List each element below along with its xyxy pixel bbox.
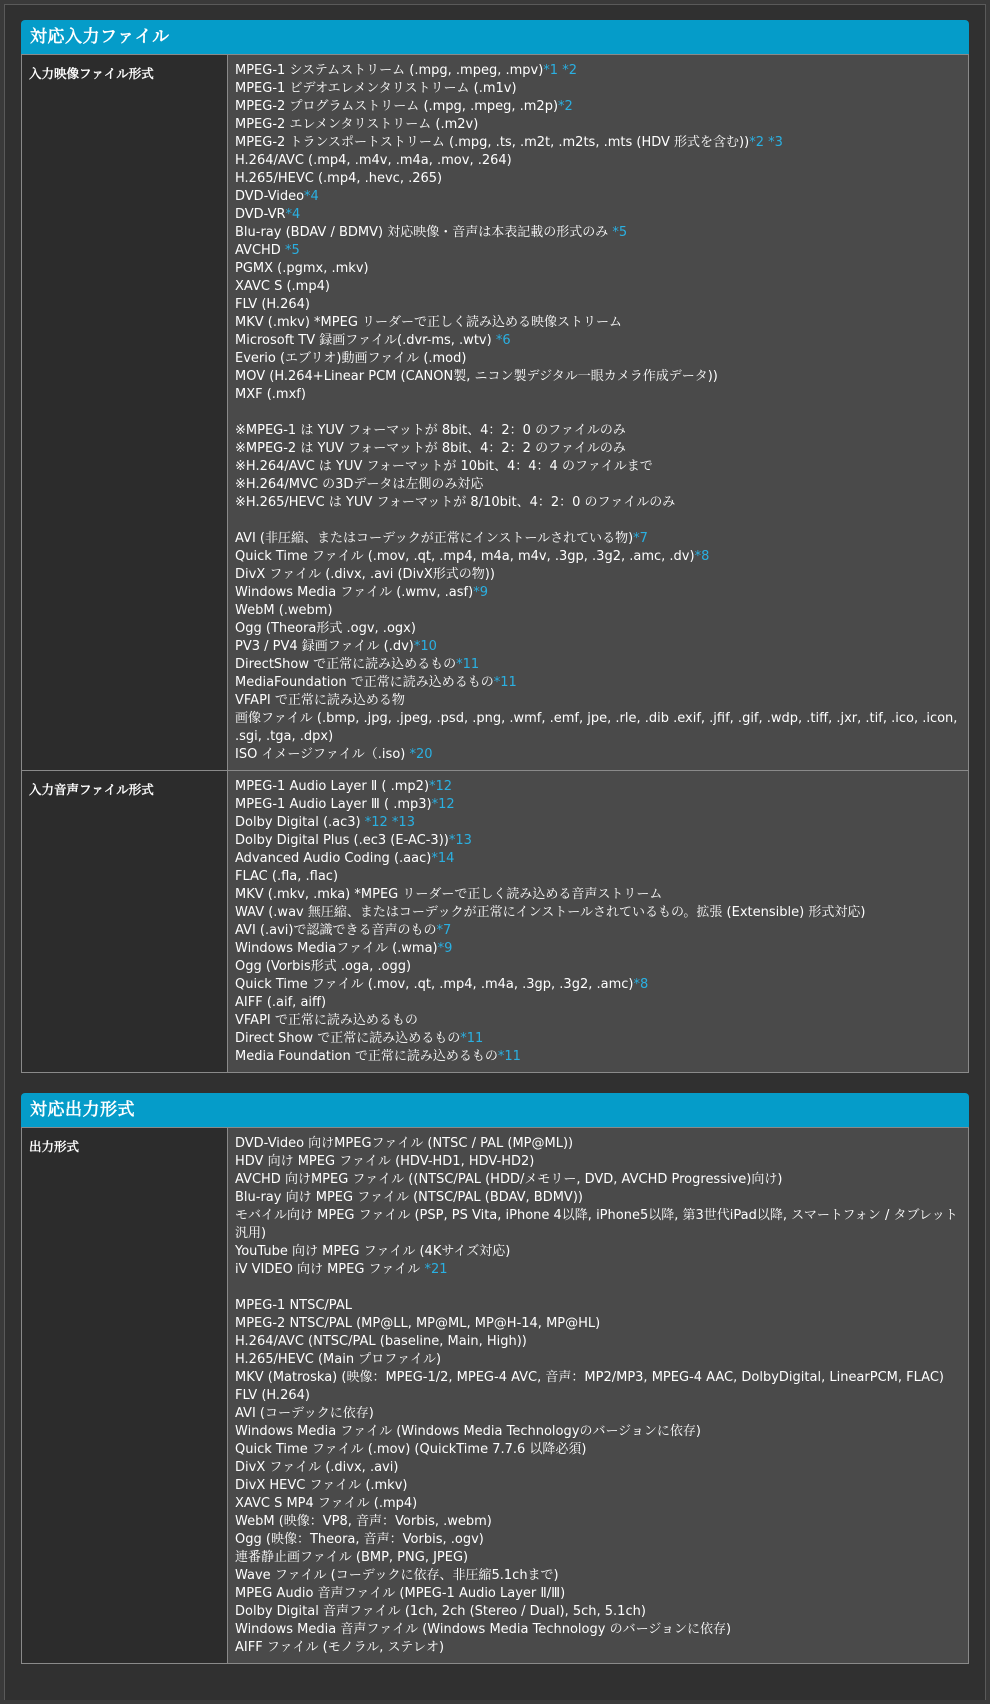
- format-line: [235, 530, 961, 548]
- format-line: [235, 814, 961, 832]
- format-line: [235, 692, 961, 710]
- footnote-ref: *5: [612, 225, 628, 240]
- format-text: MPEG-1 Audio Layer Ⅲ ( .mp3): [235, 797, 432, 812]
- footnote-ref: *11: [456, 657, 480, 672]
- format-text: Everio (エブリオ)動画ファイル (.mod): [235, 351, 467, 366]
- footnote-ref: *11: [497, 1049, 521, 1064]
- format-line: [235, 1405, 961, 1423]
- format-text: Direct Show で正常に読み込めるもの: [235, 1031, 461, 1046]
- format-text: Windows Media ファイル (.wmv, .asf): [235, 585, 474, 600]
- format-text: MOV (H.264+Linear PCM (CANON製, ニコン製デジタル一眼カメラ作成データ)): [235, 369, 718, 384]
- format-line: [235, 1048, 961, 1066]
- format-line: [235, 1171, 961, 1189]
- format-line: [235, 1315, 961, 1333]
- format-text: ※H.265/HEVC は YUV フォーマットが 8/10bit、4：2：0 のファイルのみ: [235, 495, 676, 510]
- format-text: Quick Time ファイル (.mov, .qt, .mp4, m4a, m4v, .3gp, .3g2, .amc, .dv): [235, 549, 695, 564]
- format-line: [235, 602, 961, 620]
- format-text: Windows Media 音声ファイル (Windows Media Technology のバージョンに依存): [235, 1622, 732, 1637]
- format-line: [235, 1369, 961, 1387]
- format-line: [235, 278, 961, 296]
- footnote-ref: *6: [495, 333, 511, 348]
- row-content: [228, 1128, 969, 1664]
- format-text: MPEG-1 Audio Layer Ⅱ ( .mp2): [235, 779, 430, 794]
- format-text: Quick Time ファイル (.mov) (QuickTime 7.7.6 以降必須): [235, 1442, 587, 1457]
- footnote-ref: *8: [633, 977, 649, 992]
- format-line: [235, 314, 961, 332]
- format-text: DirectShow で正常に読み込めるもの: [235, 657, 457, 672]
- format-text: MPEG-2 エレメンタリストリーム (.m2v): [235, 117, 479, 132]
- format-text: AIFF (.aif, aiff): [235, 995, 327, 1010]
- format-line: [235, 134, 961, 152]
- format-line: [235, 1297, 961, 1315]
- format-line: [235, 80, 961, 98]
- format-text: モバイル向け MPEG ファイル (PSP, PS Vita, iPhone 4以降, iPhone5以降, 第3世代iPad以降, スマートフォン / タブレット汎用): [235, 1208, 958, 1241]
- format-text: MPEG Audio 音声ファイル (MPEG-1 Audio Layer Ⅱ/Ⅲ): [235, 1586, 566, 1601]
- format-text: MPEG-2 プログラムストリーム (.mpg, .mpeg, .m2p): [235, 99, 559, 114]
- format-text: DivX HEVC ファイル (.mkv): [235, 1478, 408, 1493]
- format-line: [235, 224, 961, 242]
- format-line: [235, 940, 961, 958]
- format-line: [235, 1261, 961, 1279]
- footnote-ref: *5: [284, 243, 300, 258]
- format-text: H.264/AVC (.mp4, .m4v, .m4a, .mov, .264): [235, 153, 512, 168]
- format-text: MKV (.mkv, .mka) *MPEG リーダーで正しく読み込める音声ストリーム: [235, 887, 663, 902]
- footnote-ref: *20: [409, 747, 433, 762]
- format-line: [235, 1423, 961, 1441]
- format-line: [235, 638, 961, 656]
- format-line: [235, 994, 961, 1012]
- format-text: PGMX (.pgmx, .mkv): [235, 261, 369, 276]
- format-line: [235, 512, 961, 530]
- format-line: [235, 1189, 961, 1207]
- spec-table: [21, 54, 969, 1073]
- footnote-ref: *4: [285, 207, 301, 222]
- format-text: Windows Mediaファイル (.wma): [235, 941, 438, 956]
- format-line: [235, 1135, 961, 1153]
- format-line: [235, 368, 961, 386]
- format-line: [235, 1585, 961, 1603]
- footnote-ref: *9: [437, 941, 453, 956]
- format-line: [235, 1207, 961, 1243]
- format-text: HDV 向け MPEG ファイル (HDV-HD1, HDV-HD2): [235, 1154, 535, 1169]
- format-line: [235, 1549, 961, 1567]
- footnote-ref: *1 *2: [543, 63, 577, 78]
- footnote-ref: *11: [460, 1031, 484, 1046]
- format-line: [235, 1441, 961, 1459]
- format-line: [235, 778, 961, 796]
- format-text: Dolby Digital 音声ファイル (1ch, 2ch (Stereo / Dual), 5ch, 5.1ch): [235, 1604, 646, 1619]
- format-line: [235, 1459, 961, 1477]
- footnote-ref: *12: [431, 797, 455, 812]
- format-text: DVD-Video: [235, 189, 305, 204]
- format-line: [235, 1603, 961, 1621]
- format-text: DVD-Video 向けMPEGファイル (NTSC / PAL (MP@ML)): [235, 1136, 574, 1151]
- format-text: Media Foundation で正常に読み込めるもの: [235, 1049, 498, 1064]
- format-text: DivX ファイル (.divx, .avi): [235, 1460, 399, 1475]
- format-text: H.264/AVC (NTSC/PAL (baseline, Main, High)): [235, 1334, 527, 1349]
- format-line: [235, 620, 961, 638]
- format-line: [235, 904, 961, 922]
- format-line: [235, 746, 961, 764]
- format-text: Ogg (Vorbis形式 .oga, .ogg): [235, 959, 412, 974]
- table-row: [22, 55, 969, 771]
- format-line: [235, 1243, 961, 1261]
- format-line: [235, 152, 961, 170]
- format-text: VFAPI で正常に読み込める物: [235, 693, 405, 708]
- format-text: AVI (コーデックに依存): [235, 1406, 374, 1421]
- format-line: [235, 170, 961, 188]
- format-text: AVCHD 向けMPEG ファイル ((NTSC/PAL (HDD/メモリー, DVD, AVCHD Progressive)向け): [235, 1172, 783, 1187]
- format-line: [235, 1513, 961, 1531]
- format-line: [235, 584, 961, 602]
- format-text: Ogg (Theora形式 .ogv, .ogx): [235, 621, 416, 636]
- format-text: ※H.264/AVC は YUV フォーマットが 10bit、4：4：4 のファイルまで: [235, 459, 653, 474]
- format-text: H.265/HEVC (Main プロファイル): [235, 1352, 442, 1367]
- format-text: MPEG-2 NTSC/PAL (MP@LL, MP@ML, MP@H-14, MP@HL): [235, 1316, 601, 1331]
- row-label: 入力映像ファイル形式: [22, 55, 228, 771]
- format-text: Dolby Digital (.ac3): [235, 815, 365, 830]
- format-line: [235, 1012, 961, 1030]
- table-row: [22, 771, 969, 1073]
- format-text: ※MPEG-2 は YUV フォーマットが 8bit、4：2：2 のファイルのみ: [235, 441, 626, 456]
- format-text: WAV (.wav 無圧縮、またはコーデックが正常にインストールされているもの。拡張 (Extensible) 形式対応): [235, 905, 866, 920]
- format-text: PV3 / PV4 録画ファイル (.dv): [235, 639, 414, 654]
- format-line: [235, 188, 961, 206]
- format-line: [235, 404, 961, 422]
- format-line: [235, 1351, 961, 1369]
- table-row: [22, 1128, 969, 1664]
- format-text: Microsoft TV 録画ファイル(.dvr-ms, .wtv): [235, 333, 496, 348]
- row-content: [228, 55, 969, 771]
- format-text: WebM (映像：VP8, 音声：Vorbis, .webm): [235, 1514, 492, 1529]
- format-text: FLAC (.fla, .flac): [235, 869, 339, 884]
- format-text: XAVC S MP4 ファイル (.mp4): [235, 1496, 418, 1511]
- format-line: [235, 1153, 961, 1171]
- format-line: [235, 868, 961, 886]
- format-text: DivX ファイル (.divx, .avi (DivX形式の物)): [235, 567, 495, 582]
- footnote-ref: *21: [424, 1262, 448, 1277]
- format-text: AIFF ファイル (モノラル, ステレオ): [235, 1640, 445, 1655]
- format-text: 画像ファイル (.bmp, .jpg, .jpeg, .psd, .png, .wmf, .emf, jpe, .rle, .dib .exif, .jfif, .gif, .wdp, .tiff, .jxr, .tif, .ico, .icon, .sgi, .tga, .dpx): [235, 711, 958, 744]
- format-line: [235, 1279, 961, 1297]
- format-line: [235, 476, 961, 494]
- section-title: 対応入力ファイル: [21, 20, 969, 54]
- format-text: Quick Time ファイル (.mov, .qt, .mp4, .m4a, .3gp, .3g2, .amc): [235, 977, 634, 992]
- footnote-ref: *13: [448, 833, 472, 848]
- format-text: Advanced Audio Coding (.aac): [235, 851, 432, 866]
- footnote-ref: *9: [473, 585, 488, 600]
- footnote-ref: *8: [694, 549, 710, 564]
- format-line: [235, 440, 961, 458]
- footnote-ref: *7: [633, 531, 648, 546]
- format-text: MKV (Matroska) (映像：MPEG-1/2, MPEG-4 AVC, 音声：MP2/MP3, MPEG-4 AAC, DolbyDigital, LinearPCM, FLAC): [235, 1370, 944, 1385]
- format-text: MKV (.mkv) *MPEG リーダーで正しく読み込める映像ストリーム: [235, 315, 623, 330]
- format-line: [235, 1333, 961, 1351]
- format-line: [235, 976, 961, 994]
- format-text: MXF (.mxf): [235, 387, 306, 402]
- footnote-ref: *12 *13: [364, 815, 415, 830]
- format-text: FLV (H.264): [235, 297, 310, 312]
- format-text: VFAPI で正常に読み込めるもの: [235, 1013, 418, 1028]
- footnote-ref: *2 *3: [749, 135, 783, 150]
- format-text: FLV (H.264): [235, 1388, 310, 1403]
- format-text: Wave ファイル (コーデックに依存、非圧縮5.1chまで): [235, 1568, 559, 1583]
- format-line: [235, 710, 961, 746]
- format-line: [235, 98, 961, 116]
- footnote-ref: *2: [558, 99, 573, 114]
- format-line: [235, 206, 961, 224]
- format-text: MPEG-1 NTSC/PAL: [235, 1298, 352, 1313]
- row-content: [228, 771, 969, 1073]
- format-line: [235, 296, 961, 314]
- format-text: YouTube 向け MPEG ファイル (4Kサイズ対応): [235, 1244, 511, 1259]
- format-text: Dolby Digital Plus (.ec3 (E-AC-3)): [235, 833, 449, 848]
- format-text: MPEG-1 ビデオエレメンタリストリーム (.m1v): [235, 81, 517, 96]
- spec-page: [4, 4, 986, 1700]
- footnote-ref: *14: [431, 851, 455, 866]
- format-text: Ogg (映像：Theora, 音声：Vorbis, .ogv): [235, 1532, 484, 1547]
- format-line: [235, 458, 961, 476]
- format-line: [235, 850, 961, 868]
- format-text: 連番静止画ファイル (BMP, PNG, JPEG): [235, 1550, 469, 1565]
- format-text: MPEG-2 トランスポートストリーム (.mpg, .ts, .m2t, .m2ts, .mts (HDV 形式を含む)): [235, 135, 750, 150]
- format-text: DVD-VR: [235, 207, 286, 222]
- format-line: [235, 548, 961, 566]
- format-text: ※MPEG-1 は YUV フォーマットが 8bit、4：2：0 のファイルのみ: [235, 423, 626, 438]
- format-line: [235, 674, 961, 692]
- format-text: Blu-ray (BDAV / BDMV) 対応映像・音声は本表記載の形式のみ: [235, 225, 613, 240]
- spec-table: [21, 1127, 969, 1664]
- format-text: AVCHD: [235, 243, 285, 258]
- format-line: [235, 1567, 961, 1585]
- format-line: [235, 350, 961, 368]
- section-title: 対応出力形式: [21, 1093, 969, 1127]
- format-line: [235, 62, 961, 80]
- format-text: WebM (.webm): [235, 603, 333, 618]
- input-files-section: [21, 20, 969, 1073]
- format-line: [235, 958, 961, 976]
- format-text: ※H.264/MVC の3Dデータは左側のみ対応: [235, 477, 484, 492]
- format-line: [235, 260, 961, 278]
- format-line: [235, 1495, 961, 1513]
- format-line: [235, 1387, 961, 1405]
- format-text: MediaFoundation で正常に読み込めるもの: [235, 675, 494, 690]
- footnote-ref: *10: [413, 639, 437, 654]
- format-line: [235, 386, 961, 404]
- format-text: H.265/HEVC (.mp4, .hevc, .265): [235, 171, 443, 186]
- format-text: AVI (.avi)で認識できる音声のもの: [235, 923, 437, 938]
- format-line: [235, 1030, 961, 1048]
- format-line: [235, 886, 961, 904]
- format-text: AVI (非圧縮、またはコーデックが正常にインストールされている物): [235, 531, 634, 546]
- output-formats-section: [21, 1093, 969, 1664]
- footnote-ref: *4: [304, 189, 319, 204]
- format-line: [235, 1531, 961, 1549]
- format-line: [235, 494, 961, 512]
- format-line: [235, 1639, 961, 1657]
- format-text: Windows Media ファイル (Windows Media Technologyのバージョンに依存): [235, 1424, 701, 1439]
- format-line: [235, 1621, 961, 1639]
- format-line: [235, 422, 961, 440]
- format-line: [235, 656, 961, 674]
- footnote-ref: *12: [429, 779, 453, 794]
- format-text: ISO イメージファイル（.iso): [235, 747, 410, 762]
- footnote-ref: *7: [436, 923, 452, 938]
- format-line: [235, 832, 961, 850]
- row-label: 入力音声ファイル形式: [22, 771, 228, 1073]
- row-label: 出力形式: [22, 1128, 228, 1664]
- format-line: [235, 566, 961, 584]
- format-line: [235, 922, 961, 940]
- format-text: XAVC S (.mp4): [235, 279, 330, 294]
- footnote-ref: *11: [493, 675, 517, 690]
- format-text: iV VIDEO 向け MPEG ファイル: [235, 1262, 425, 1277]
- format-line: [235, 116, 961, 134]
- format-line: [235, 1477, 961, 1495]
- format-text: MPEG-1 システムストリーム (.mpg, .mpeg, .mpv): [235, 63, 544, 78]
- format-text: Blu-ray 向け MPEG ファイル (NTSC/PAL (BDAV, BDMV)): [235, 1190, 583, 1205]
- format-line: [235, 332, 961, 350]
- format-line: [235, 242, 961, 260]
- format-line: [235, 796, 961, 814]
